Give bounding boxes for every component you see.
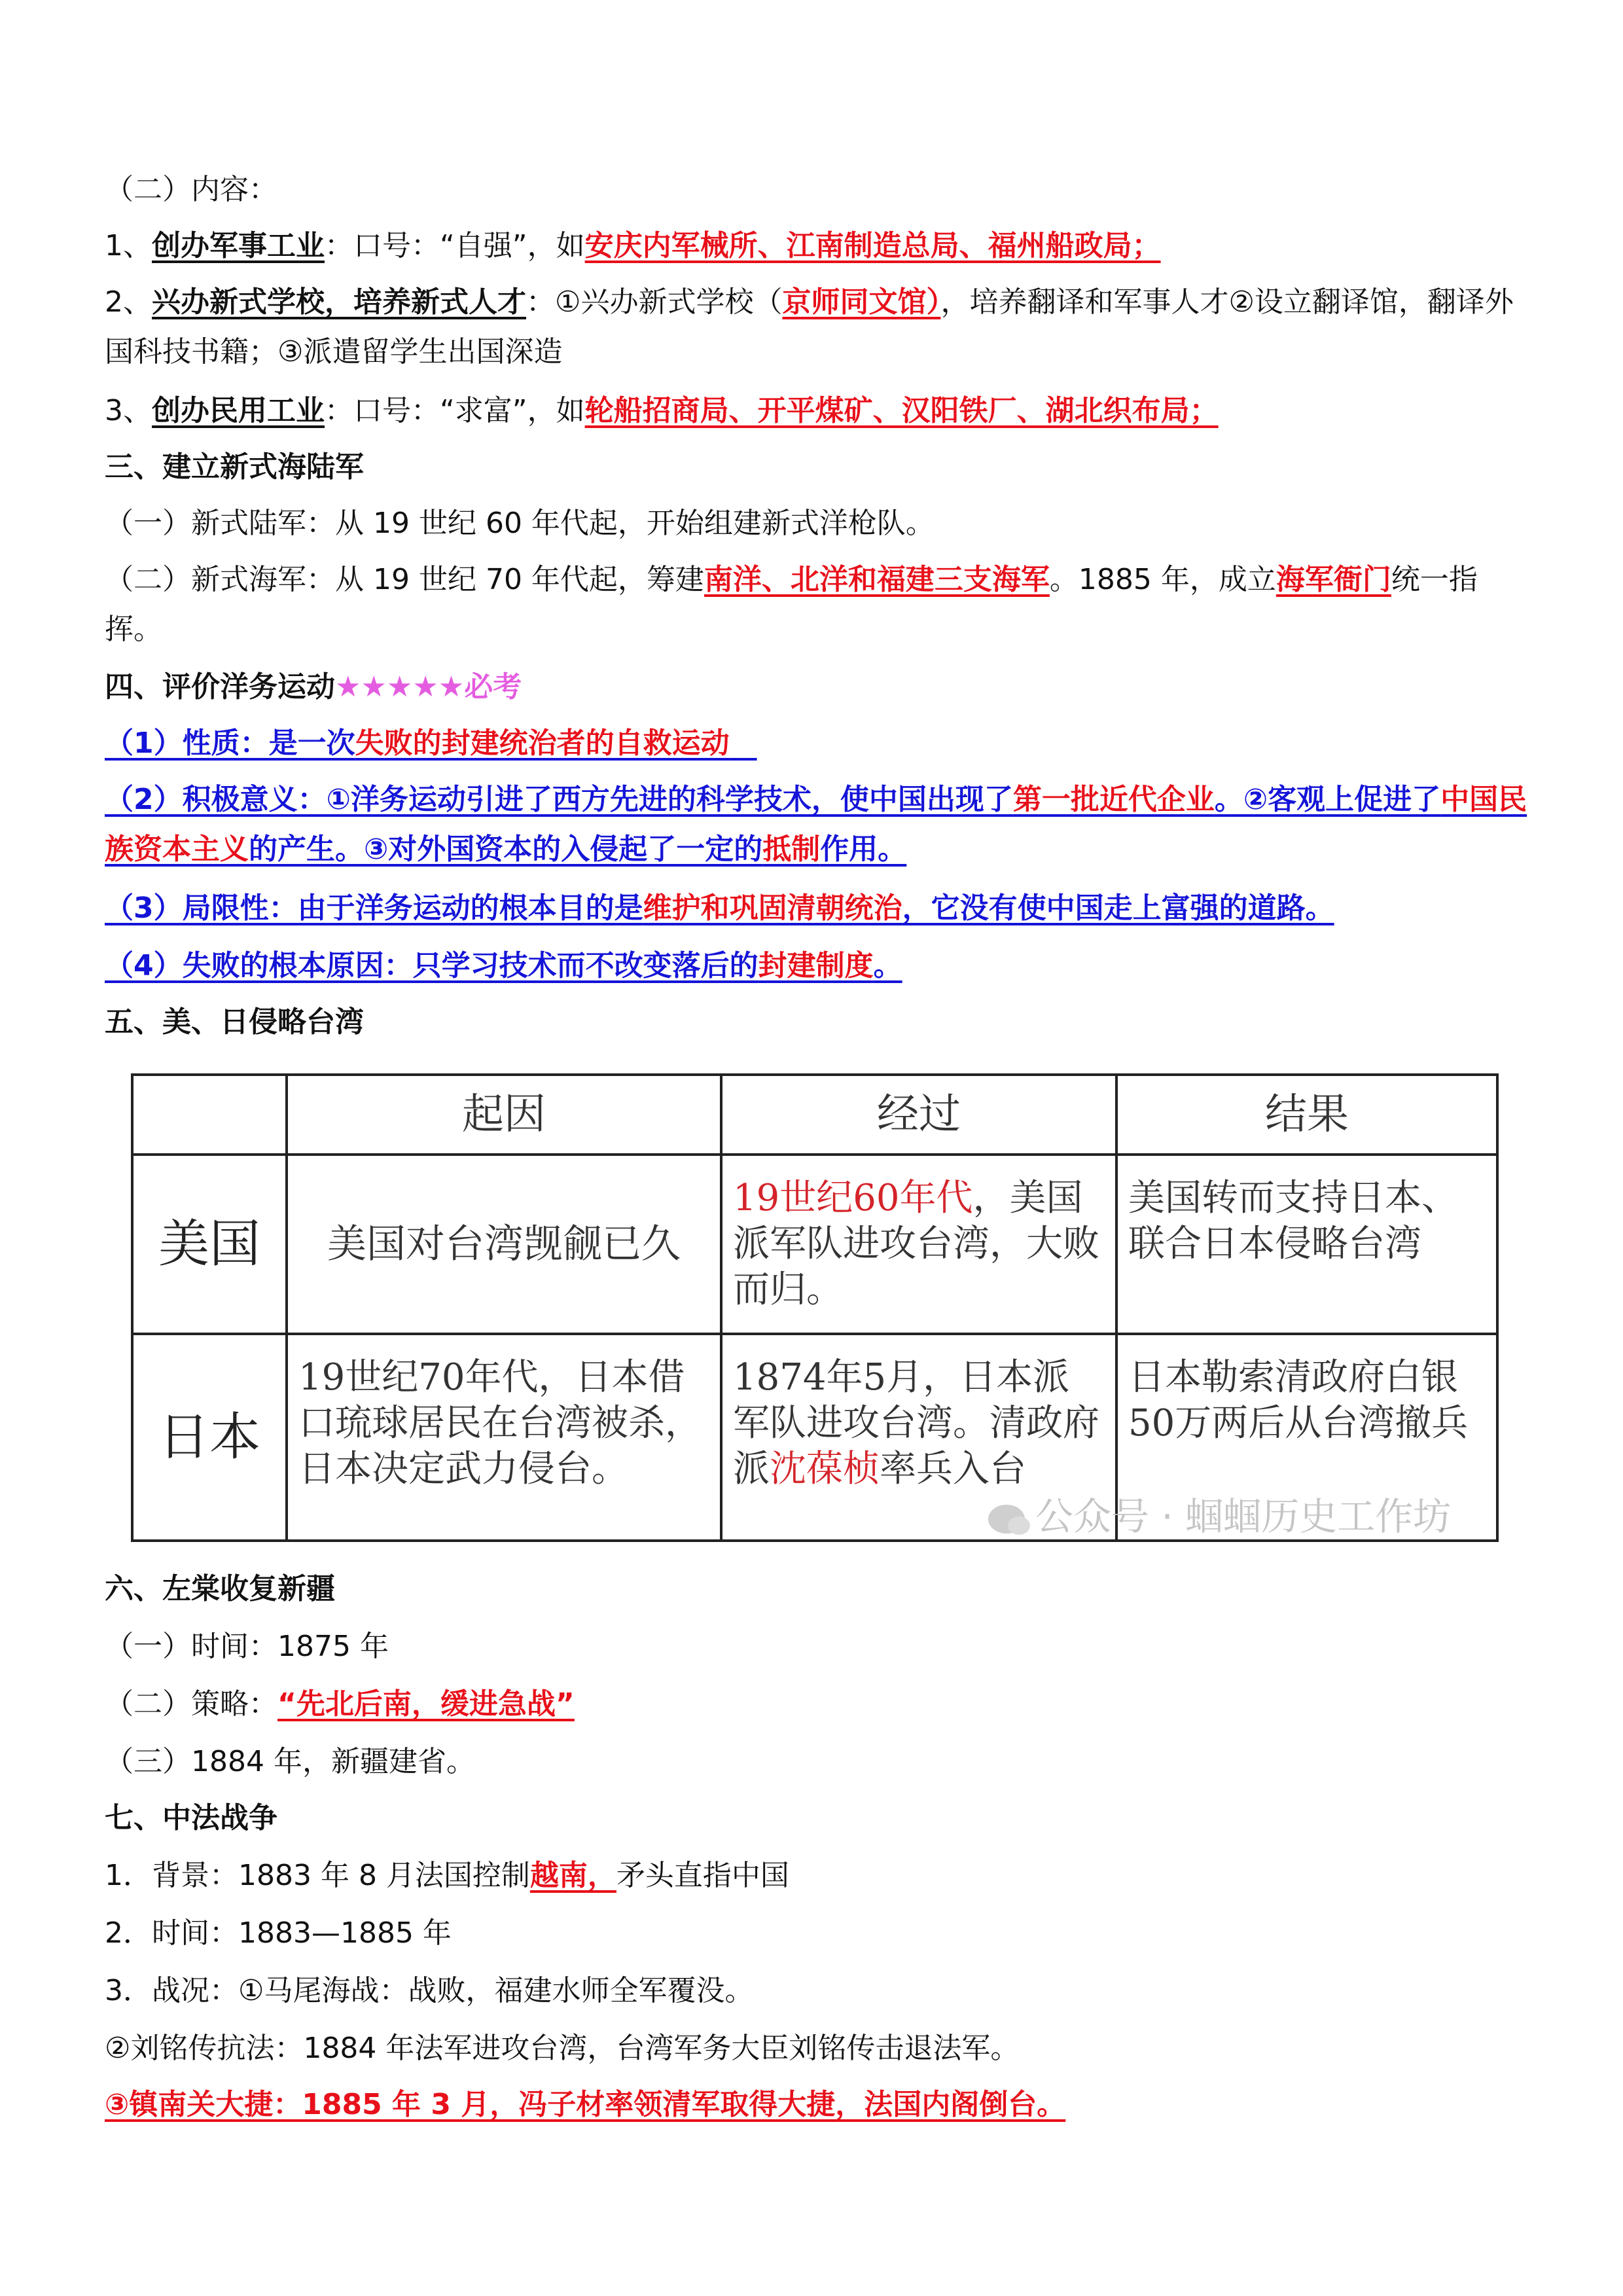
- item-text: ：口号：“求富”，如: [325, 394, 585, 427]
- new-army-text: （一）新式陆军：从 19 世纪 60 年代起，开始组建新式洋枪队。: [105, 507, 935, 540]
- us-result: 美国转而支持日本、联合日本侵略台湾: [1116, 1155, 1497, 1334]
- item-number: 2、: [105, 285, 152, 319]
- table-corner-cell: [132, 1075, 287, 1155]
- item-text: ：口号：“自强”，如: [325, 229, 585, 262]
- xinjiang-province: （三）1884 年，新疆建省。: [105, 1745, 475, 1778]
- jp-course-tail: 率兵入台: [880, 1448, 1026, 1490]
- new-navy-text: [105, 555, 1531, 655]
- item-military-industry: [105, 217, 1531, 275]
- eval-significance: [105, 775, 1531, 874]
- us-course-text: ，美国派军队进攻台湾，大败而归。: [733, 1177, 1099, 1311]
- war-battle-taiwan: ②刘铭传抗法：1884 年法军进攻台湾，台湾军务大臣刘铭传击退法军。: [105, 2032, 1020, 2065]
- row-label-us: 美国: [132, 1155, 287, 1334]
- item-highlight: 轮船招商局、开平煤矿、汉阳铁厂、湖北织布局；: [584, 394, 1219, 427]
- eval-failure-cause: [105, 937, 1531, 995]
- navy-highlight: 南洋、北洋和福建三支海军: [704, 563, 1050, 596]
- eval-text: （2）积极意义：①洋务运动引进了西方先进的科学技术，使中国出现了: [105, 783, 1013, 816]
- section-heading-taiwan: 五、美、日侵略台湾: [105, 1005, 364, 1039]
- eval-text: （4）失败的根本原因：只学习技术而不改变落后的: [105, 949, 758, 982]
- item-number: 3、: [105, 394, 152, 427]
- jp-course-text: 1874年5月，日本派军队进攻台湾。清政府派: [733, 1356, 1099, 1490]
- eval-highlight: 第一批近代企业: [1012, 783, 1215, 816]
- background-text: 1．背景：1883 年 8 月法国控制: [105, 1859, 530, 1892]
- eval-text: 作用。: [820, 833, 907, 866]
- war-battle-mawei: 3．战况：①马尾海战：战败，福建水师全军覆没。: [105, 1974, 754, 2007]
- wechat-icon: [988, 1505, 1025, 1534]
- eval-text: 。②客观上促进了: [1214, 783, 1441, 816]
- background-tail: 矛头直指中国: [616, 1859, 789, 1892]
- eval-highlight: 失败的封建统治者的自救运动: [355, 726, 730, 760]
- us-course: [721, 1155, 1116, 1334]
- table-header-row: [132, 1075, 1497, 1155]
- eval-text: （1）性质：是一次: [105, 726, 355, 760]
- item-highlight: 京师同文馆）: [782, 285, 941, 319]
- item-number: 1、: [105, 229, 152, 262]
- item-heading: 创办民用工业: [152, 394, 325, 427]
- eval-text: （3）局限性：由于洋务运动的根本目的是: [105, 891, 643, 925]
- header-course: 经过: [721, 1075, 1116, 1155]
- strategy-highlight: “先北后南，缓进急战”: [277, 1687, 575, 1721]
- item-new-schools: [105, 278, 1531, 377]
- row-label-jp: 日本: [132, 1334, 287, 1541]
- section-heading-xinjiang: 六、左棠收复新疆: [105, 1572, 335, 1605]
- section-heading-evaluation: [105, 658, 1531, 716]
- item-heading: 创办军事工业: [152, 229, 325, 262]
- item-highlight: 安庆内军械所、江南制造总局、福州船政局；: [584, 229, 1161, 262]
- evaluation-title: 四、评价洋务运动: [105, 670, 335, 704]
- content-subheading: （二）内容：: [105, 173, 277, 206]
- taiwan-invasion-table: [131, 1073, 1499, 1542]
- must-test-badge: ★★★★★必考: [335, 670, 522, 704]
- xinjiang-time: （一）时间：1875 年: [105, 1630, 389, 1663]
- watermark-text: 公众号 · 蝈蝈历史工作坊: [1035, 1494, 1452, 1539]
- table-row-us: [132, 1155, 1497, 1334]
- eval-highlight: 抵制: [762, 833, 821, 866]
- section-heading-sino-french: 七、中法战争: [105, 1801, 277, 1835]
- eval-highlight: 封建制度: [758, 949, 874, 982]
- eval-nature: [105, 715, 1531, 772]
- header-result: 结果: [1116, 1075, 1497, 1155]
- watermark: [988, 1486, 1451, 1541]
- admiralty-highlight: 海军衙门: [1275, 563, 1391, 596]
- item-civil-industry: [105, 382, 1531, 440]
- us-cause: 美国对台湾觊觎已久: [287, 1155, 721, 1334]
- us-course-date: 19世纪60年代: [733, 1177, 973, 1219]
- navy-text-tail: 统一指挥。: [105, 563, 1478, 646]
- eval-text: 。: [873, 949, 902, 982]
- section-heading-military: 三、建立新式海陆军: [105, 450, 364, 484]
- war-battle-zhennanguan: ③镇南关大捷：1885 年 3 月，冯子材率领清军取得大捷，法国内阁倒台。: [105, 2088, 1066, 2121]
- background-highlight: 越南，: [529, 1859, 616, 1892]
- navy-text: （二）新式海军：从 19 世纪 70 年代起，筹建: [105, 563, 704, 596]
- jp-cause: 19世纪70年代，日本借口琉球居民在台湾被杀，日本决定武力侵台。: [287, 1334, 721, 1541]
- eval-highlight: 中国民族资本主义: [105, 783, 1527, 866]
- jp-result: 日本勒索清政府白银50万两后从台湾撤兵: [1116, 1334, 1497, 1541]
- item-text-tail: ，培养翻译和军事人才②设立翻译馆，翻译外国科技书籍；③派遣留学生出国深造: [105, 285, 1514, 368]
- navy-text-mid: 。1885 年，成立: [1049, 563, 1276, 596]
- eval-text: ，它没有使中国走上富强的道路。: [902, 891, 1334, 925]
- war-background: [105, 1847, 1531, 1905]
- eval-limitation: [105, 880, 1531, 937]
- xinjiang-strategy: [105, 1676, 1531, 1733]
- item-text: ：①兴办新式学校（: [526, 285, 783, 319]
- eval-highlight: 维护和巩固清朝统治: [643, 891, 902, 925]
- item-heading: 兴办新式学校，培养新式人才: [152, 285, 526, 319]
- eval-text: 的产生。③对外国资本的入侵起了一定的: [249, 833, 763, 866]
- strategy-label: （二）策略：: [105, 1687, 277, 1721]
- jp-course-name: 沈葆桢: [770, 1448, 880, 1490]
- header-cause: 起因: [287, 1075, 721, 1155]
- war-time: 2．时间：1883—1885 年: [105, 1916, 452, 1950]
